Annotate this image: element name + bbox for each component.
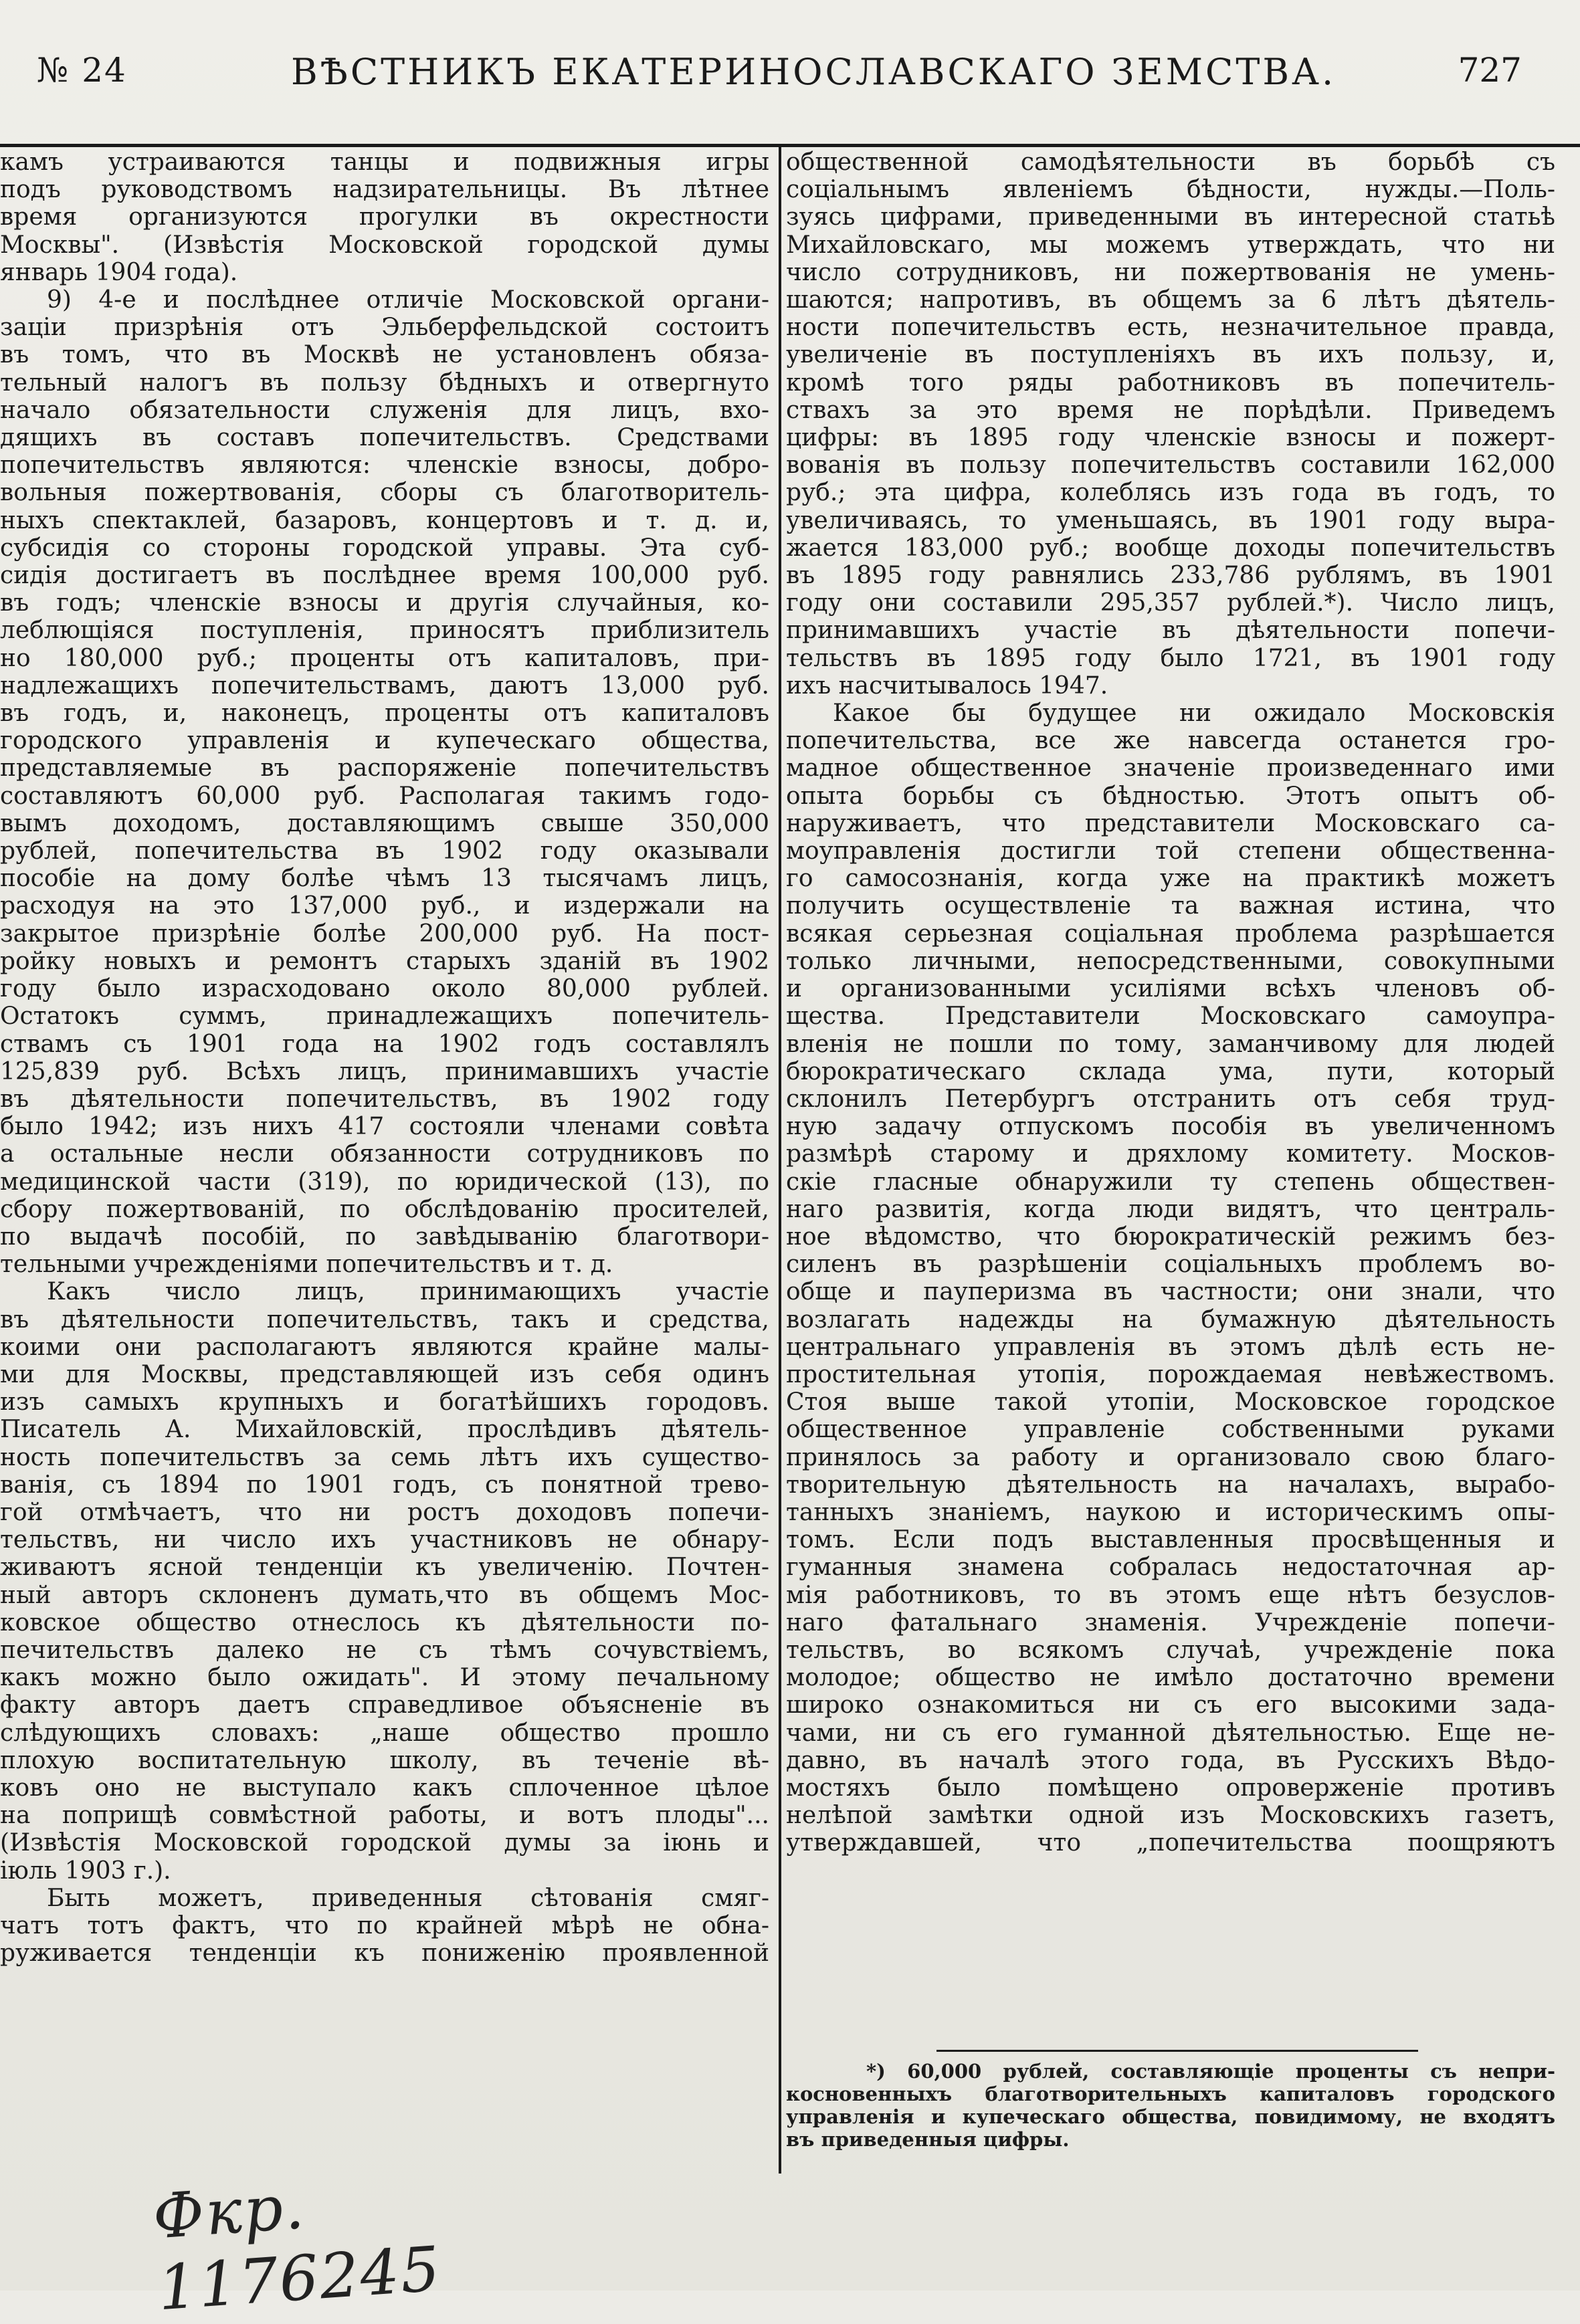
text-line: утверждавшей, что „попечительства поощряютъ bbox=[786, 1829, 1555, 1857]
text-line: время организуются прогулки въ окрестности bbox=[0, 203, 769, 231]
text-line: году было израсходовано около 80,000 рублей. bbox=[0, 975, 769, 1003]
text-line: слѣдующихъ словахъ: „наше общество прошло bbox=[0, 1719, 769, 1747]
text-line: давно, въ началѣ этого года, въ Русскихъ Вѣдо- bbox=[786, 1746, 1555, 1774]
text-line: танныхъ знаніемъ, наукою и историческимъ опы- bbox=[786, 1498, 1555, 1526]
text-line: принимавшихъ участіе въ дѣятельности попечи- bbox=[786, 617, 1555, 645]
text-line: общественное управленіе собственными руками bbox=[786, 1416, 1555, 1444]
text-line: наго развитія, когда люди видятъ, что централь- bbox=[786, 1195, 1555, 1223]
text-line: ствахъ за это время не порѣдѣли. Приведемъ bbox=[786, 396, 1555, 424]
text-line: рублей, попечительства въ 1902 году оказывали bbox=[0, 837, 769, 865]
text-line: расходуя на это 137,000 руб., и издержали на bbox=[0, 892, 769, 920]
publication-title: ВѢСТНИКЪ ЕКАТЕРИНОСЛАВСКАГО ЗЕМСТВА. bbox=[291, 51, 1337, 93]
text-line: въ дѣятельности попечительствъ, такъ и средства, bbox=[0, 1305, 769, 1334]
text-line: надлежащихъ попечительствамъ, даютъ 13,000 руб. bbox=[0, 671, 769, 700]
text-line: въ годъ, и, наконецъ, проценты отъ капиталовъ bbox=[0, 700, 769, 728]
text-line: и организованными усиліями всѣхъ членовъ об- bbox=[786, 975, 1555, 1003]
text-line: на поприщѣ совмѣстной работы, и вотъ плоды"... bbox=[0, 1802, 769, 1830]
text-line: представляемые въ распоряженіе попечительствъ bbox=[0, 754, 769, 782]
text-line: изъ самыхъ крупныхъ и богатѣйшихъ городовъ. bbox=[0, 1388, 769, 1416]
text-line: зуясь цифрами, приведенными въ интересной статьѣ bbox=[786, 203, 1555, 231]
text-line: мія работниковъ, то въ этомъ еще нѣтъ безуслов- bbox=[786, 1581, 1555, 1609]
text-line: мостяхъ было помѣщено опроверженіе противъ bbox=[786, 1774, 1555, 1802]
text-line: какъ можно было ожидать". И этому печальному bbox=[0, 1664, 769, 1692]
text-line: Остатокъ суммъ, принадлежащихъ попечитель- bbox=[0, 1002, 769, 1031]
right-column bbox=[786, 148, 1555, 1857]
text-line: дящихъ въ составъ попечительствъ. Средствами bbox=[0, 424, 769, 452]
text-line: творительную дѣятельность на началахъ, вырабо- bbox=[786, 1471, 1555, 1499]
text-line: наруживаетъ, что представители Московскаго са- bbox=[786, 809, 1555, 837]
text-line: 9) 4-е и послѣднее отличіе Московской органи- bbox=[47, 286, 769, 314]
text-line: шаются; напротивъ, въ общемъ за 6 лѣтъ дѣятель- bbox=[786, 286, 1555, 314]
text-line: ный авторъ склоненъ думать,что въ общемъ Мос- bbox=[0, 1581, 769, 1609]
text-line: ванія, съ 1894 по 1901 годъ, съ понятной трево- bbox=[0, 1471, 769, 1499]
text-line: ности попечительствъ есть, незначительное правда, bbox=[786, 314, 1555, 342]
text-line: принялось за работу и организовало свою благо- bbox=[786, 1443, 1555, 1471]
text-line: гой отмѣчаетъ, что ни ростъ доходовъ попечи- bbox=[0, 1498, 769, 1526]
text-line: ихъ насчитывалось 1947. bbox=[786, 671, 1108, 700]
text-line: закрытое призрѣніе болѣе 200,000 руб. На пост- bbox=[0, 920, 769, 948]
text-line: городского управленія и купеческаго общества, bbox=[0, 727, 769, 755]
text-line: Михайловскаго, мы можемъ утверждать, что ни bbox=[786, 231, 1555, 259]
footnote-line: управленія и купеческаго общества, повидимому, не входятъ bbox=[786, 2105, 1555, 2128]
text-line: по выдачѣ пособій, по завѣдыванію благотвори- bbox=[0, 1223, 769, 1251]
text-line: камъ устраиваются танцы и подвижныя игры bbox=[0, 148, 769, 176]
text-line: руб.; эта цифра, колеблясь изъ года въ годъ, то bbox=[786, 479, 1555, 507]
text-line: январь 1904 года). bbox=[0, 258, 238, 286]
page-number: 727 bbox=[1458, 51, 1522, 90]
text-line: попечительствъ являются: членскіе взносы, добро- bbox=[0, 451, 769, 480]
text-line: вольныя пожертвованія, сборы съ благотворитель- bbox=[0, 479, 769, 507]
text-line: субсидія со стороны городской управы. Эта суб- bbox=[0, 534, 769, 562]
text-line: общественной самодѣятельности въ борьбѣ съ bbox=[786, 148, 1555, 176]
text-line: Какъ число лицъ, принимающихъ участіе bbox=[47, 1278, 769, 1306]
text-line: тельствъ, во всякомъ случаѣ, учрежденіе пока bbox=[786, 1636, 1555, 1664]
page-header bbox=[37, 47, 1535, 107]
text-line: склонилъ Петербургъ отстранить отъ себя труд- bbox=[786, 1085, 1555, 1113]
text-line: Москвы". (Извѣстія Московской городской думы bbox=[0, 231, 769, 259]
text-line: но 180,000 руб.; проценты отъ капиталовъ, при- bbox=[0, 644, 769, 672]
text-line: ныхъ спектаклей, базаровъ, концертовъ и т. д. и, bbox=[0, 506, 769, 534]
text-line: кромѣ того ряды работниковъ въ попечитель- bbox=[786, 368, 1555, 397]
text-line: тельствъ въ 1895 году было 1721, въ 1901 году bbox=[786, 644, 1555, 672]
text-line: ми для Москвы, представляющей изъ себя одинъ bbox=[0, 1360, 769, 1388]
text-line: плохую воспитательную школу, въ теченіе вѣ- bbox=[0, 1746, 769, 1774]
text-line: число сотрудниковъ, ни пожертвованія не умень- bbox=[786, 258, 1555, 286]
footnote bbox=[786, 2060, 1555, 2151]
text-line: только личными, непосредственными, совокупными bbox=[786, 947, 1555, 975]
text-line: попечительства, все же навсегда останется гро- bbox=[786, 727, 1555, 755]
text-line: медицинской части (319), по юридической (13), по bbox=[0, 1168, 769, 1196]
header-rule bbox=[0, 144, 1580, 147]
text-line: молодое; общество не имѣло достаточно времени bbox=[786, 1664, 1555, 1692]
text-line: сбору пожертвованій, по обслѣдованію просителей, bbox=[0, 1195, 769, 1223]
text-line: соціальнымъ явленіемъ бѣдности, нужды.—Поль- bbox=[786, 176, 1555, 204]
text-line: Писатель А. Михайловскій, прослѣдивъ дѣятель- bbox=[0, 1416, 769, 1444]
text-line: ствамъ съ 1901 года на 1902 годъ составлялъ bbox=[0, 1030, 769, 1058]
text-line: вленія не пошли по тому, заманчивому для людей bbox=[786, 1030, 1555, 1058]
text-line: 125,839 руб. Всѣхъ лицъ, принимавшихъ участіе bbox=[0, 1057, 769, 1085]
text-line: скіе гласные обнаружили ту степень обществен- bbox=[786, 1168, 1555, 1196]
text-line: (Извѣстія Московской городской думы за іюнь и bbox=[0, 1829, 769, 1857]
text-line: коими они располагаютъ являются крайне малы- bbox=[0, 1333, 769, 1361]
text-line: опыта борьбы съ бѣдностью. Этотъ опытъ об- bbox=[786, 782, 1555, 810]
text-line: въ 1895 году равнялись 233,786 рублямъ, въ 1901 bbox=[786, 562, 1555, 590]
text-line: заціи призрѣнія отъ Эльберфельдской состоитъ bbox=[0, 314, 769, 342]
text-line: моуправленія достигли той степени общественна- bbox=[786, 837, 1555, 865]
text-line: было 1942; изъ нихъ 417 состояли членами совѣта bbox=[0, 1113, 769, 1141]
text-line: году они составили 295,357 рублей.*). Число лицъ, bbox=[786, 589, 1555, 617]
text-line: увеличеніе въ поступленіяхъ въ ихъ пользу, и, bbox=[786, 341, 1555, 369]
text-line: Какое бы будущее ни ожидало Московскія bbox=[833, 700, 1555, 728]
text-line: а остальные несли обязанности сотрудниковъ по bbox=[0, 1140, 769, 1168]
text-line: бюрократическаго склада ума, пути, который bbox=[786, 1057, 1555, 1085]
text-line: ковъ оно не выступало какъ сплоченное цѣлое bbox=[0, 1774, 769, 1802]
text-line: леблющіяся поступленія, приносятъ приблизитель bbox=[0, 617, 769, 645]
text-line: широко ознакомиться ни съ его высокими зада- bbox=[786, 1691, 1555, 1719]
text-line: вованія въ пользу попечительствъ составили 162,000 bbox=[786, 451, 1555, 480]
text-line: чатъ тотъ фактъ, что по крайней мѣрѣ не обна- bbox=[0, 1912, 769, 1939]
footnote-line: *) 60,000 рублей, составляющіе проценты съ непри- bbox=[866, 2060, 1555, 2083]
text-line: всякая серьезная соціальная проблема разрѣшается bbox=[786, 920, 1555, 948]
text-line: цифры: въ 1895 году членскіе взносы и пожерт- bbox=[786, 424, 1555, 452]
text-line: тельный налогъ въ пользу бѣдныхъ и отвергнуто bbox=[0, 368, 769, 397]
text-line: въ томъ, что въ Москвѣ не установленъ обяза- bbox=[0, 341, 769, 369]
text-line: ную задачу отпускомъ пособія въ увеличенномъ bbox=[786, 1113, 1555, 1141]
text-line: го самосознанія, когда уже на практикѣ можетъ bbox=[786, 865, 1555, 893]
text-line: чами, ни съ его гуманной дѣятельностью. Еще не- bbox=[786, 1719, 1555, 1747]
text-line: жается 183,000 руб.; вообще доходы попечительствъ bbox=[786, 534, 1555, 562]
text-line: ковское общество отнеслось къ дѣятельности по- bbox=[0, 1608, 769, 1636]
text-line: томъ. Если подъ выставленныя просвѣщенныя и bbox=[786, 1526, 1555, 1554]
text-line: обще и пауперизма въ частности; они знали, что bbox=[786, 1278, 1555, 1306]
text-line: въ годъ; членскіе взносы и другія случайныя, ко- bbox=[0, 589, 769, 617]
text-line: гуманныя знамена собралась недостаточная ар- bbox=[786, 1554, 1555, 1582]
text-line: факту авторъ даетъ справедливое объясненіе въ bbox=[0, 1691, 769, 1719]
text-line: мадное общественное значеніе произведеннаго ими bbox=[786, 754, 1555, 782]
column-divider bbox=[779, 144, 781, 2174]
text-line: подъ руководствомъ надзирательницы. Въ лѣтнее bbox=[0, 176, 769, 204]
text-line: увеличиваясь, то уменьшаясь, въ 1901 году выра- bbox=[786, 506, 1555, 534]
footnote-line: въ приведенныя цифры. bbox=[786, 2128, 1070, 2151]
text-line: составляютъ 60,000 руб. Располагая такимъ годо- bbox=[0, 782, 769, 810]
text-line: руживается тенденціи къ пониженію проявленной bbox=[0, 1939, 769, 1968]
text-line: вымъ доходомъ, доставляющимъ свыше 350,000 bbox=[0, 809, 769, 837]
text-line: ройку новыхъ и ремонтъ старыхъ зданій въ 1902 bbox=[0, 947, 769, 975]
text-line: сидія достигаетъ въ послѣднее время 100,000 руб. bbox=[0, 562, 769, 590]
archive-stamp: Фкр. 1176245 bbox=[151, 2170, 443, 2324]
text-line: въ дѣятельности попечительствъ, въ 1902 году bbox=[0, 1085, 769, 1113]
text-line: щества. Представители Московскаго самоупра- bbox=[786, 1002, 1555, 1031]
text-line: тельными учрежденіями попечительствъ и т. д. bbox=[0, 1251, 613, 1279]
text-line: нелѣпой замѣтки одной изъ Московскихъ газетъ, bbox=[786, 1802, 1555, 1830]
text-line: начало обязательности служенія для лицъ, вхо- bbox=[0, 396, 769, 424]
text-line: тельствъ, ни число ихъ участниковъ не обнару- bbox=[0, 1526, 769, 1554]
footnote-line: косновенныхъ благотворительныхъ капиталовъ городского bbox=[786, 2083, 1555, 2105]
text-line: центральнаго управленія въ этомъ дѣлѣ есть не- bbox=[786, 1333, 1555, 1361]
text-line: печительствъ далеко не съ тѣмъ сочувствіемъ, bbox=[0, 1636, 769, 1664]
text-line: Стоя выше такой утопіи, Московское городское bbox=[786, 1388, 1555, 1416]
issue-number: № 24 bbox=[37, 51, 127, 90]
text-line: ное вѣдомство, что бюрократическій режимъ без- bbox=[786, 1223, 1555, 1251]
text-line: получить осуществленіе та важная истина, что bbox=[786, 892, 1555, 920]
text-line: ность попечительствъ за семь лѣтъ ихъ существо- bbox=[0, 1443, 769, 1471]
text-line: іюль 1903 г.). bbox=[0, 1857, 171, 1885]
text-line: Быть можетъ, приведенныя сѣтованія смяг- bbox=[47, 1884, 769, 1912]
text-line: пособіе на дому болѣе чѣмъ 13 тысячамъ лицъ, bbox=[0, 865, 769, 893]
text-line: живаютъ ясной тенденціи къ увеличенію. Почтен- bbox=[0, 1554, 769, 1582]
text-line: простительная утопія, порождаемая невѣжествомъ. bbox=[786, 1360, 1555, 1388]
text-line: размѣрѣ старому и дряхлому комитету. Москов- bbox=[786, 1140, 1555, 1168]
text-line: возлагать надежды на бумажную дѣятельность bbox=[786, 1305, 1555, 1334]
left-column bbox=[0, 148, 769, 1967]
footnote-rule bbox=[936, 2050, 1418, 2052]
text-line: наго фатальнаго знаменія. Учрежденіе попечи- bbox=[786, 1608, 1555, 1636]
text-line: силенъ въ разрѣшеніи соціальныхъ проблемъ во- bbox=[786, 1251, 1555, 1279]
